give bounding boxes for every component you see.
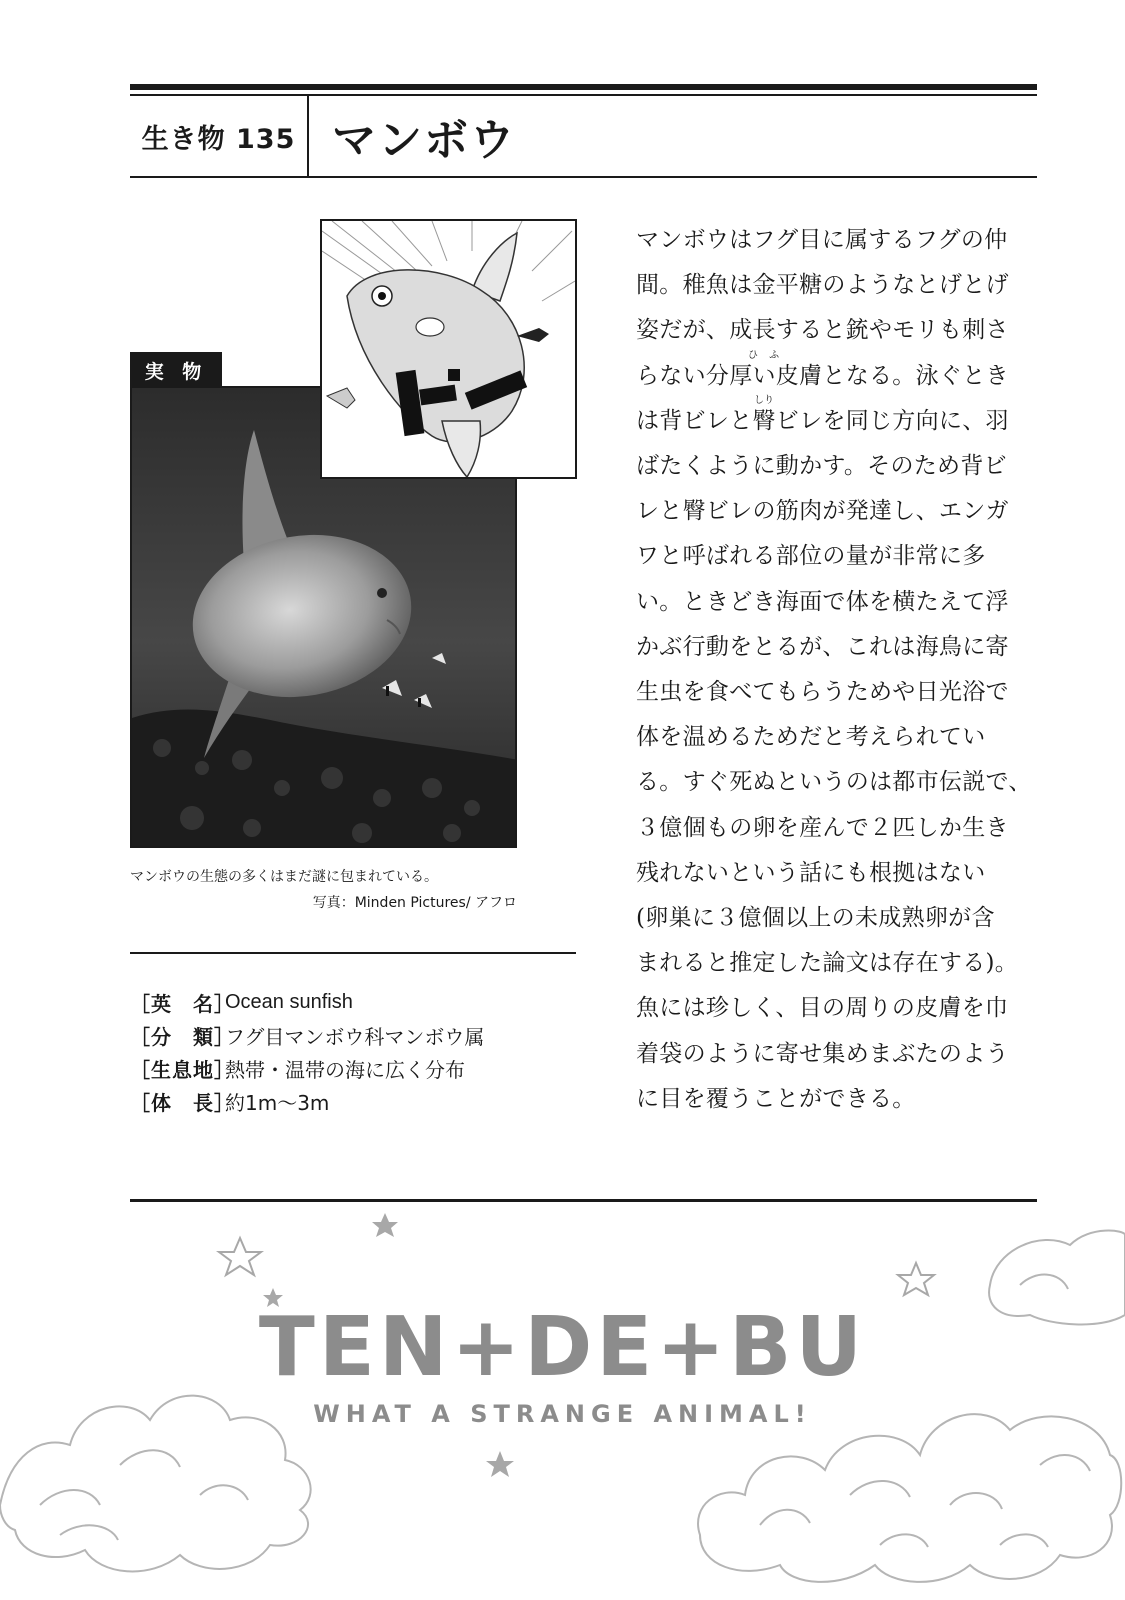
body-line: は背ビレと臀ビレを同じ方向に、羽 xyxy=(636,407,1009,434)
body-line: レと臀ビレの筋肉が発達し、エンガ xyxy=(636,498,1009,525)
footer-rule xyxy=(130,1199,1037,1202)
photo-caption: マンボウの生態の多くはまだ謎に包まれている。 xyxy=(130,869,438,885)
body-line: 体を温めるためだと考えられてい xyxy=(636,724,986,751)
logo-title: TEN+DE+BU xyxy=(258,1300,867,1395)
fact-english-name xyxy=(130,986,576,1019)
fact-key: ［分 類］ xyxy=(130,1025,235,1049)
body-line: 間。稚魚は金平糖のようなとげとげ xyxy=(636,272,1009,299)
fact-value: 約1m〜3m xyxy=(225,1091,330,1115)
fact-classification xyxy=(130,1019,576,1052)
body-line: らない分厚い皮膚となる。泳ぐとき xyxy=(636,362,1009,389)
fact-key: ［体 長］ xyxy=(130,1091,235,1115)
body-line: い。ときどき海面で体を横たえて浮 xyxy=(636,588,1009,615)
body-line: 残れないという話にも根拠はない xyxy=(636,859,986,886)
header-rule-thick xyxy=(130,84,1037,90)
fact-body-length xyxy=(130,1085,576,1118)
body-line: ワと呼ばれる部位の量が非常に多 xyxy=(636,543,986,570)
body-line: かぶ行動をとるが、これは海鳥に寄 xyxy=(636,633,1009,660)
body-text xyxy=(636,218,1038,1122)
facts-rule xyxy=(130,952,576,954)
ruby-hifu: ひ ふ xyxy=(748,350,784,361)
ruby-shiri: しり xyxy=(754,395,774,406)
body-line: る。すぐ死ぬというのは都市伝説で、 xyxy=(636,769,1032,796)
body-line: 魚には珍しく、目の周りの皮膚を巾 xyxy=(636,995,1009,1022)
creature-number: 生き物 135 xyxy=(141,123,296,155)
photo-credit: 写真：Minden Pictures/ アフロ xyxy=(312,895,517,911)
header-separator xyxy=(307,96,309,176)
sunfish-illustration xyxy=(320,219,577,479)
body-line: ３億個もの卵を産んで２匹しか生き xyxy=(636,814,1009,841)
body-line: ばたくように動かす。そのため背ビ xyxy=(636,453,1007,480)
body-line: マンボウはフグ目に属するフグの仲 xyxy=(636,227,1008,253)
fact-habitat xyxy=(130,1052,576,1085)
fact-value: Ocean sunfish xyxy=(225,991,353,1013)
body-line: に目を覆うことができる。 xyxy=(636,1085,916,1112)
fact-value: フグ目マンボウ科マンボウ属 xyxy=(225,1025,485,1049)
header-rule-bottom xyxy=(130,176,1037,178)
page-title: マンボウ xyxy=(332,115,516,166)
body-line: 生虫を食べてもらうためや日光浴で xyxy=(636,679,1009,706)
fact-key: ［生息地］ xyxy=(130,1058,235,1082)
fact-key: ［英 名］ xyxy=(130,992,235,1016)
photo-label: 実 物 xyxy=(130,352,222,388)
body-line: 着袋のように寄せ集めまぶたのよう xyxy=(636,1040,1009,1067)
fact-value: 熱帯・温帯の海に広く分布 xyxy=(225,1058,465,1082)
body-line: (卵巣に３億個以上の未成熟卵が含 xyxy=(636,905,995,932)
logo-subtitle: WHAT A STRANGE ANIMAL! xyxy=(313,1400,812,1428)
body-line: 姿だが、成長すると銃やモリも刺さ xyxy=(636,317,1009,344)
facts-list xyxy=(130,986,576,1118)
body-line: まれると推定した論文は存在する)。 xyxy=(636,950,1019,977)
